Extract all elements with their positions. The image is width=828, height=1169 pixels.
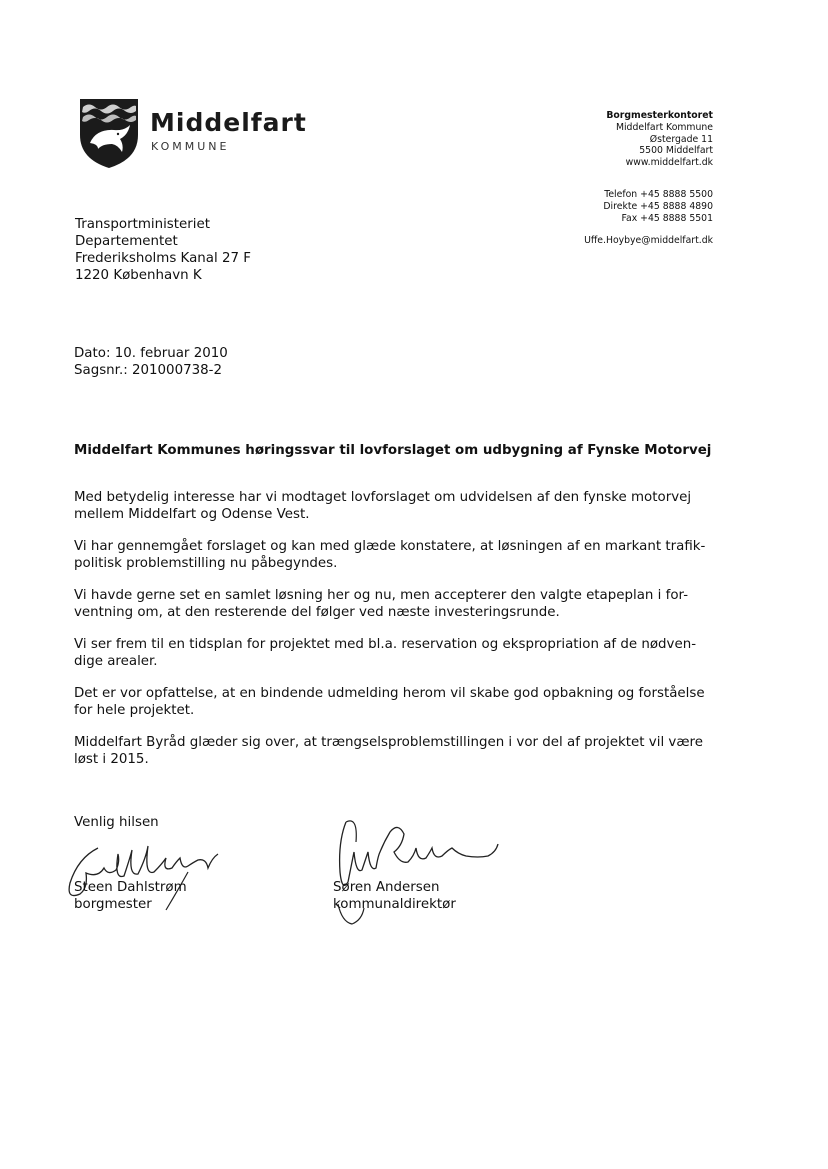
signatory-title: kommunaldirektør [333, 897, 456, 912]
letter-date: Dato: 10. februar 2010 [74, 346, 228, 361]
sender-city: 5500 Middelfart [639, 145, 713, 157]
body-line: ventning om, at den resterende del følger ved næste investeringsrunde. [74, 604, 560, 620]
case-number: Sagsnr.: 201000738-2 [74, 363, 222, 378]
sender-contact [603, 189, 713, 224]
body-line: Vi havde gerne set en samlet løsning her og nu, men accepterer den valgte etapeplan i for- [74, 588, 689, 603]
sender-web: www.middelfart.dk [625, 157, 713, 169]
letter-meta [74, 345, 228, 379]
letter-body [74, 490, 724, 784]
sender-street: Østergade 11 [649, 133, 713, 145]
sender-email: Uffe.Hoybye@middelfart.dk [584, 235, 713, 246]
body-line: for hele projektet. [74, 702, 195, 718]
body-line: Vi har gennemgået forslaget og kan med glæde konstatere, at løsningen af en markant trafik- [74, 539, 706, 554]
sender-address [606, 110, 713, 169]
body-paragraph [74, 588, 724, 621]
recipient-line: Transportministeriet [75, 217, 210, 232]
body-paragraph [74, 735, 724, 768]
body-paragraph [74, 686, 724, 719]
signatory-title: borgmester [74, 897, 152, 912]
body-line: Med betydelig interesse har vi modtaget lovforslaget om udvidelsen af den fynske motorvej [74, 490, 692, 505]
recipient-line: Departementet [75, 234, 178, 249]
logo-wordmark: Middelfart [150, 108, 307, 137]
body-line: mellem Middelfart og Odense Vest. [74, 506, 310, 522]
body-line: Vi ser frem til en tidsplan for projektet med bl.a. reservation og ekspropriation af de nødven- [74, 637, 697, 652]
body-line: dige arealer. [74, 653, 158, 669]
signatory-mayor [74, 879, 187, 913]
closing-greeting: Venlig hilsen [74, 815, 159, 830]
signatory-name: Steen Dahlstrøm [74, 880, 187, 895]
body-line: Det er vor opfattelse, at en bindende udmelding herom vil skabe god opbakning og forståelse [74, 686, 705, 701]
letter-subject: Middelfart Kommunes høringssvar til lovforslaget om udbygning af Fynske Motorvej [74, 443, 712, 458]
sender-fax: Fax +45 8888 5501 [621, 212, 713, 224]
body-line: løst i 2015. [74, 751, 149, 767]
sender-organisation: Middelfart Kommune [615, 121, 713, 133]
recipient-line: 1220 København K [75, 268, 202, 283]
logo-subtitle: KOMMUNE [151, 140, 230, 153]
body-line: politisk problemstilling nu påbegyndes. [74, 555, 338, 571]
sender-office: Borgmesterkontoret [606, 110, 713, 121]
signature-director [318, 812, 518, 932]
signatory-director [333, 879, 456, 913]
recipient-address [75, 216, 251, 284]
recipient-line: Frederiksholms Kanal 27 F [75, 251, 251, 266]
body-paragraph [74, 539, 724, 572]
sender-phone: Telefon +45 8888 5500 [604, 189, 713, 200]
signatory-name: Søren Andersen [333, 880, 440, 895]
body-paragraph [74, 637, 724, 670]
sender-direct: Direkte +45 8888 4890 [603, 200, 713, 212]
body-line: Middelfart Byråd glæder sig over, at trængselsproblemstillingen i vor del af projektet vil være [74, 735, 703, 750]
body-paragraph [74, 490, 724, 523]
middelfart-logo-icon [78, 97, 140, 169]
